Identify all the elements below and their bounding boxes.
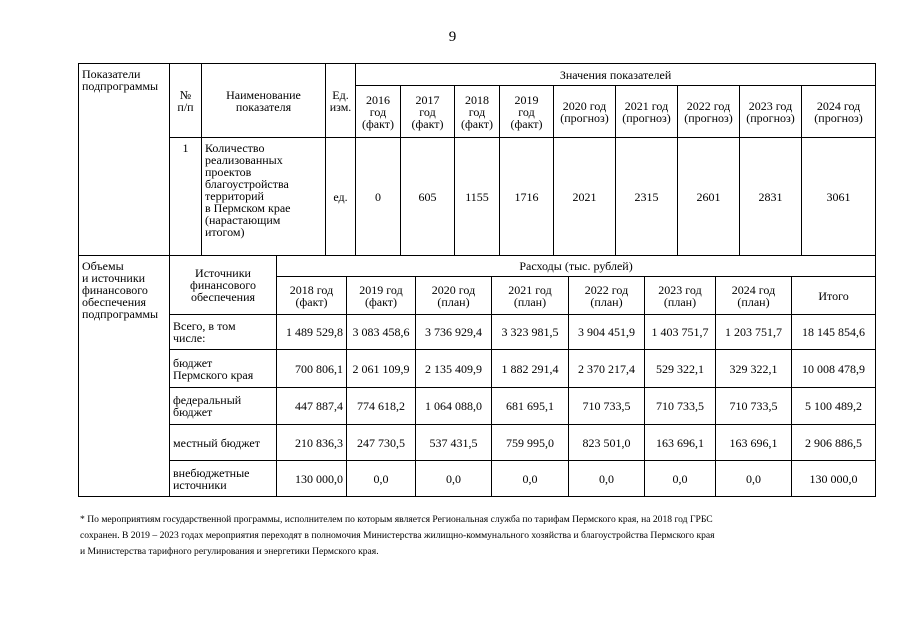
finance-year-header: 2020 год (план) (416, 277, 492, 315)
finance-value: 823 501,0 (569, 425, 645, 461)
finance-value: 329 322,1 (716, 350, 792, 388)
year-header: 2021 год (прогноз) (616, 86, 678, 138)
finance-row (79, 425, 876, 461)
indicator-value: 0 (356, 138, 401, 256)
indicator-value: 1155 (455, 138, 500, 256)
finance-value: 130 000,0 (792, 461, 876, 497)
finance-source: бюджет Пермского края (170, 350, 277, 388)
finance-value: 1 203 751,7 (716, 315, 792, 350)
finance-value: 710 733,5 (569, 388, 645, 425)
finance-value: 700 806,1 (277, 350, 347, 388)
finance-value: 130 000,0 (277, 461, 347, 497)
finance-value: 537 431,5 (416, 425, 492, 461)
finance-source: внебюджетные источники (170, 461, 277, 497)
finance-row (79, 461, 876, 497)
finance-source: федеральный бюджет (170, 388, 277, 425)
finance-value: 1 489 529,8 (277, 315, 347, 350)
indicator-value: 2021 (554, 138, 616, 256)
finance-value: 18 145 854,6 (792, 315, 876, 350)
finance-value: 163 696,1 (645, 425, 716, 461)
indicator-unit: ед. (326, 138, 356, 256)
finance-value: 1 064 088,0 (416, 388, 492, 425)
finance-total-header: Итого (792, 277, 876, 315)
finance-value: 163 696,1 (716, 425, 792, 461)
finance-year-header: 2023 год (план) (645, 277, 716, 315)
finance-value: 0,0 (492, 461, 569, 497)
footnote: * По мероприятиям государственной программы, исполнителем по которым является Региональная служба по тарифам Пермского края, на 2018 год ГРБС сохранен. В 2019 – 2023 годах мероприятия переходят в полномочия Министерства жилищно-коммунального хозяйства и благоустройства Пермского края и Министерства тарифного регулирования и энергетики Пермского края. (80, 514, 715, 557)
indicator-value: 605 (401, 138, 455, 256)
finance-value: 3 083 458,6 (347, 315, 416, 350)
name-header: Наименование показателя (202, 64, 326, 138)
finance-value: 529 322,1 (645, 350, 716, 388)
finance-year-header: 2022 год (план) (569, 277, 645, 315)
indicators-section-label: Показатели подпрограммы (79, 64, 170, 256)
finance-value: 0,0 (569, 461, 645, 497)
year-header: 2023 год (прогноз) (740, 86, 802, 138)
finance-row (79, 350, 876, 388)
finance-value: 2 906 886,5 (792, 425, 876, 461)
finance-value: 210 836,3 (277, 425, 347, 461)
row-number: 1 (170, 138, 202, 256)
indicator-row (79, 138, 876, 256)
finance-year-header: 2019 год (факт) (347, 277, 416, 315)
indicator-value: 2831 (740, 138, 802, 256)
finance-value: 710 733,5 (645, 388, 716, 425)
finance-value: 10 008 478,9 (792, 350, 876, 388)
finance-value: 1 403 751,7 (645, 315, 716, 350)
finance-value: 3 904 451,9 (569, 315, 645, 350)
finance-value: 2 135 409,9 (416, 350, 492, 388)
page-number: 9 (448, 29, 457, 45)
year-header: 2019 год (факт) (500, 86, 554, 138)
finance-value: 2 370 217,4 (569, 350, 645, 388)
indicator-value: 2601 (678, 138, 740, 256)
year-header: 2024 год (прогноз) (802, 86, 876, 138)
finance-section-label: Объемы и источники финансового обеспечения подпрограммы (79, 256, 170, 497)
finance-value: 774 618,2 (347, 388, 416, 425)
unit-header: Ед. изм. (326, 64, 356, 138)
finance-value: 2 061 109,9 (347, 350, 416, 388)
year-header: 2018 год (факт) (455, 86, 500, 138)
indicator-value: 3061 (802, 138, 876, 256)
indicator-value: 2315 (616, 138, 678, 256)
finance-value: 0,0 (416, 461, 492, 497)
finance-value: 3 736 929,4 (416, 315, 492, 350)
finance-source: Всего, в том числе: (170, 315, 277, 350)
indicator-name: Количество реализованных проектов благоустройства территорий в Пермском крае (нарастающим итогом) (202, 138, 326, 256)
finance-value: 247 730,5 (347, 425, 416, 461)
finance-year-header: 2018 год (факт) (277, 277, 347, 315)
finance-value: 0,0 (347, 461, 416, 497)
sources-header: Источники финансового обеспечения (170, 256, 277, 315)
expenses-header: Расходы (тыс. рублей) (277, 256, 876, 277)
year-header: 2022 год (прогноз) (678, 86, 740, 138)
finance-row (79, 315, 876, 350)
indicator-value: 1716 (500, 138, 554, 256)
indicators-table (78, 63, 876, 256)
finance-value: 759 995,0 (492, 425, 569, 461)
finance-year-header: 2024 год (план) (716, 277, 792, 315)
year-header: 2017 год (факт) (401, 86, 455, 138)
finance-value: 0,0 (716, 461, 792, 497)
finance-value: 681 695,1 (492, 388, 569, 425)
finance-value: 5 100 489,2 (792, 388, 876, 425)
finance-value: 1 882 291,4 (492, 350, 569, 388)
finance-source: местный бюджет (170, 425, 277, 461)
finance-value: 3 323 981,5 (492, 315, 569, 350)
num-header: № п/п (170, 64, 202, 138)
values-header: Значения показателей (356, 64, 876, 86)
finance-row (79, 388, 876, 425)
finance-value: 710 733,5 (716, 388, 792, 425)
year-header: 2016 год (факт) (356, 86, 401, 138)
finance-year-header: 2021 год (план) (492, 277, 569, 315)
finance-table (78, 255, 876, 497)
finance-value: 447 887,4 (277, 388, 347, 425)
year-header: 2020 год (прогноз) (554, 86, 616, 138)
finance-value: 0,0 (645, 461, 716, 497)
